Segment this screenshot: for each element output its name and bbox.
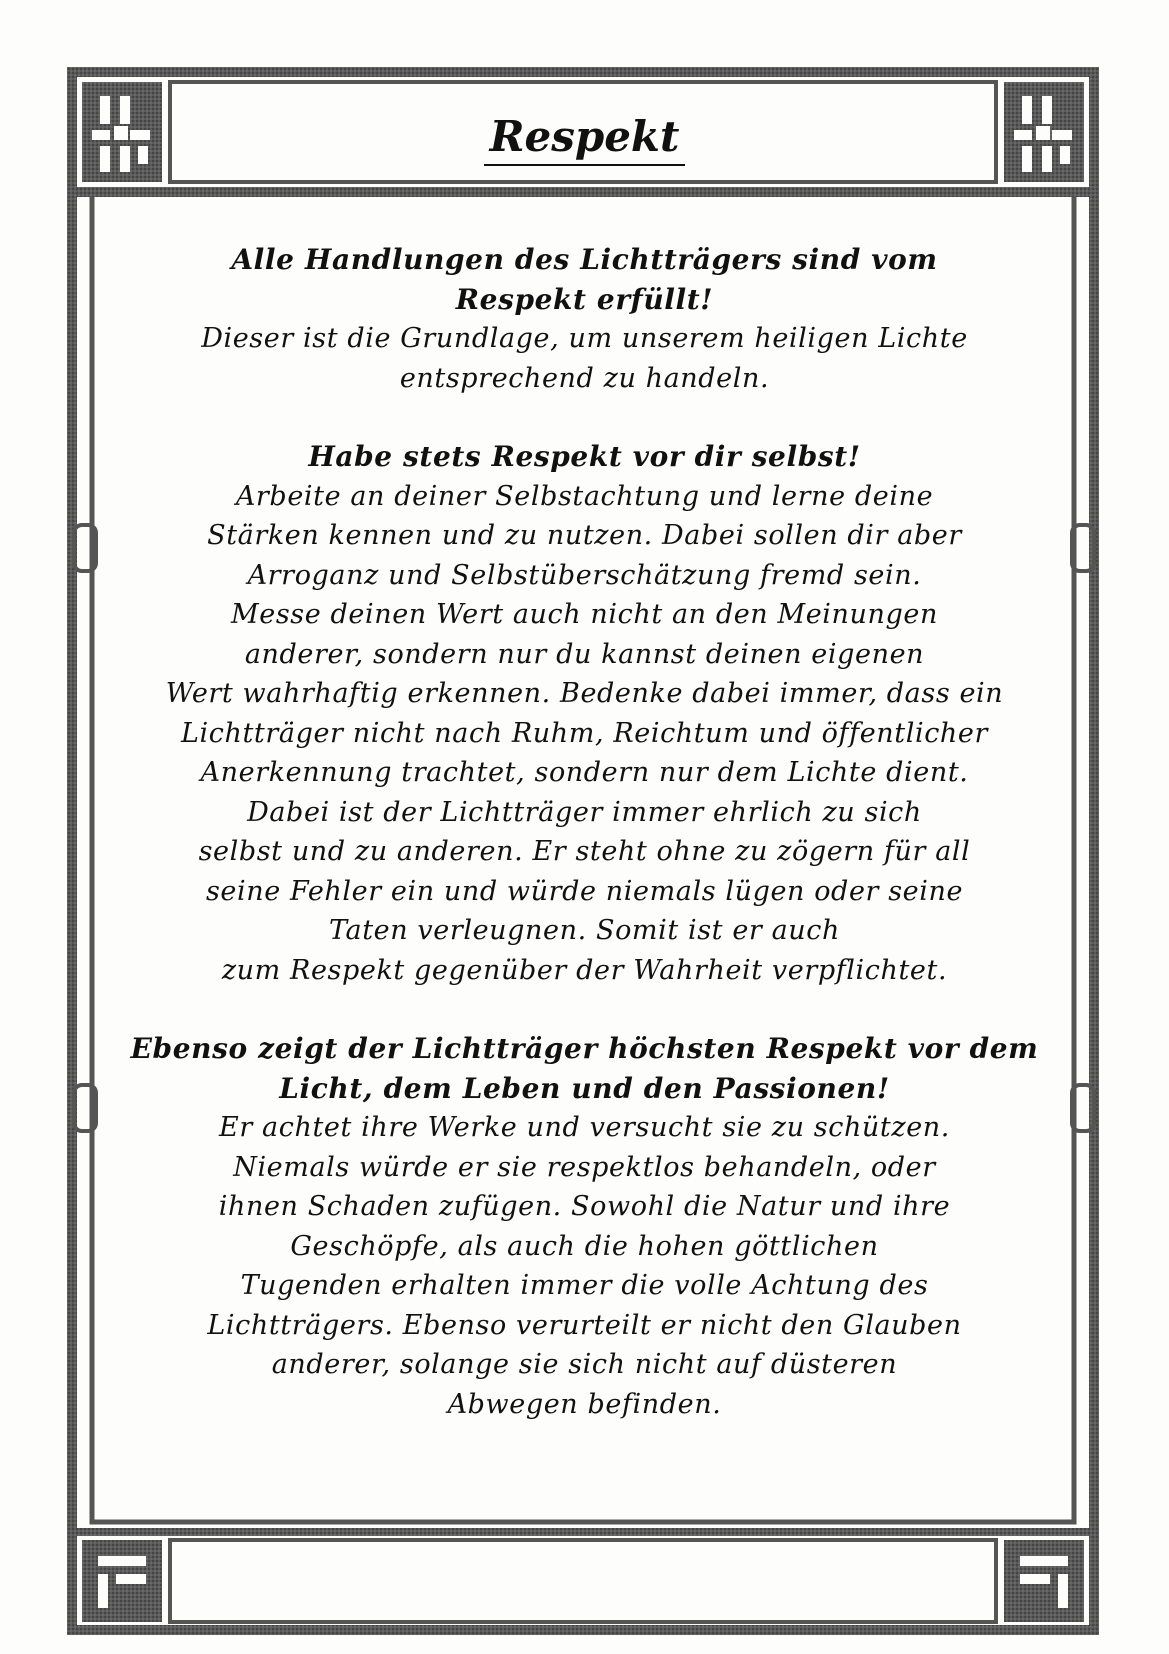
section-text: Dieser ist die Grundlage, um unserem heiligen Lichte entsprechend zu handeln. (201, 323, 968, 394)
page-title-text: Respekt (484, 112, 686, 166)
section-text: Er achtet ihre Werke und versucht sie zu schützen. Niemals würde er sie respektlos behandeln, oder ihnen Schaden zufügen. Sowohl die Natur und ihre Geschöpfe, als auch die hohen göttlichen Tugenden erhalten immer die volle Achtung des Lichtträgers. Ebenso verurteilt er nicht den Glauben anderer, solange sie sich nicht auf düsteren Abwegen befinden. (207, 1112, 962, 1420)
section-respect-light-life (95, 1029, 1074, 1424)
corner-ornament-bottom-right-icon (1004, 1540, 1084, 1622)
section-heading: Alle Handlungen des Lichtträgers sind vom Respekt erfüllt! (231, 243, 938, 316)
section-self-respect (95, 437, 1074, 990)
content-body (95, 240, 1074, 1463)
section-respect-intro (95, 240, 1074, 398)
section-text: Arbeite an deiner Selbstachtung und lerne deine Stärken kennen und zu nutzen. Dabei sollen dir aber Arroganz und Selbstüberschätzung fremd sein. Messe deinen Wert auch nicht an den Meinungen anderer, sondern nur du kannst deinen eigenen Wert wahrhaftig erkennen. Bedenke dabei immer, dass ein Lichtträger nicht nach Ruhm, Reichtum und öffentlicher Anerkennung trachtet, sondern nur dem Lichte dient. Dabei ist der Lichtträger immer ehrlich zu sich selbst und zu anderen. Er steht ohne zu zögern für all seine Fehler ein und würde niemals lügen oder seine Taten verleugnen. Somit ist er auch zum Respekt gegenüber der Wahrheit verpflichtet. (165, 480, 1004, 986)
section-heading: Habe stets Respekt vor dir selbst! (308, 440, 861, 473)
section-heading: Ebenso zeigt der Lichtträger höchsten Respekt vor dem Licht, dem Leben und den Passionen! (130, 1032, 1039, 1105)
corner-ornament-bottom-left-icon (82, 1540, 162, 1622)
page-title (0, 112, 1169, 166)
